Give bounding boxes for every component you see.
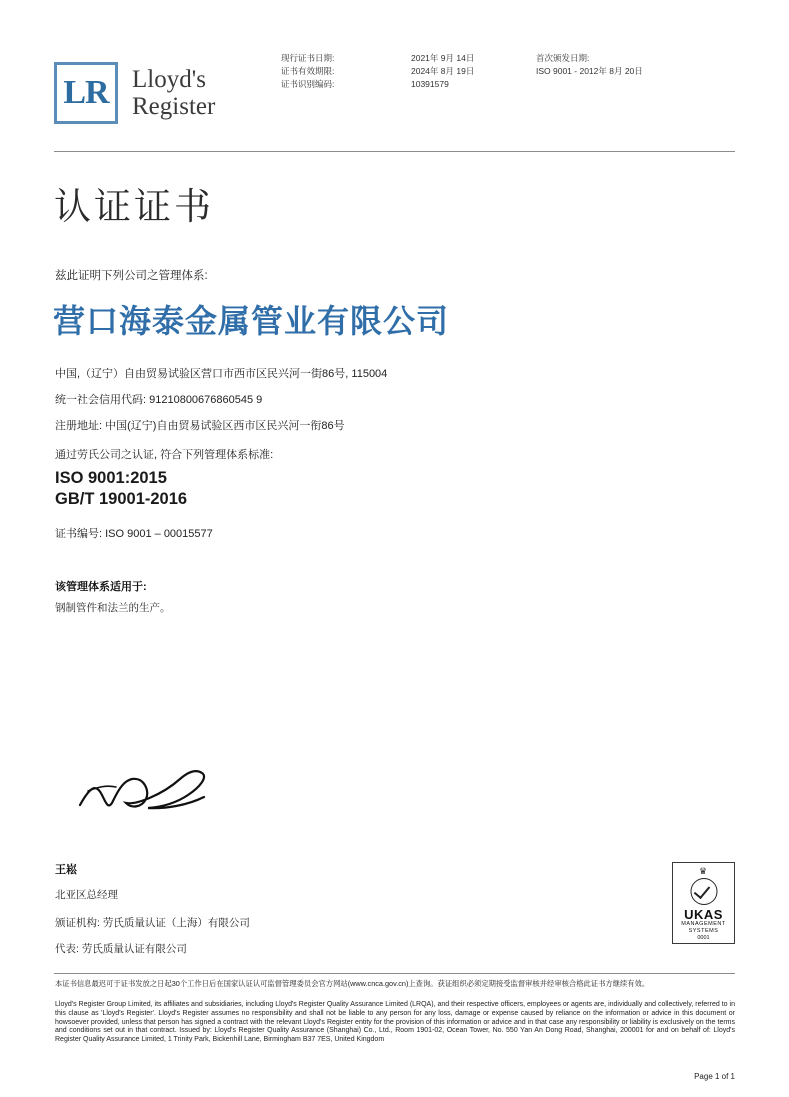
lead-text: 兹此证明下列公司之管理体系: <box>55 270 208 282</box>
meta-value-first-issue: ISO 9001 - 2012年 8月 20日 <box>536 66 643 76</box>
lloyds-register-logo <box>54 62 215 124</box>
meta-value-validity: 2024年 8月 19日 <box>411 66 475 76</box>
company-address: 中国,（辽宁）自由贸易试验区营口市西市区民兴河一街86号, 115004 <box>55 368 388 380</box>
meta-first-issue <box>536 52 643 78</box>
footer-divider <box>54 973 735 974</box>
registered-address: 注册地址: 中国(辽宁)自由贸易试验区西市区民兴河一衔86号 <box>55 420 345 432</box>
meta-label-identity-code: 证书识别编码: <box>281 79 335 89</box>
signatory-name: 王崧 <box>55 864 77 876</box>
ukas-subtitle-line2: SYSTEMS <box>688 927 719 934</box>
meta-values <box>411 52 474 91</box>
credit-code: 统一社会信用代码: 91210800676860545 9 <box>55 394 263 406</box>
lr-logo-wordmark <box>132 66 215 120</box>
ukas-subtitle <box>673 921 734 934</box>
standard-gbt: GB/T 19001-2016 <box>55 490 188 508</box>
signature-image <box>76 765 216 820</box>
meta-value-identity-code: 10391579 <box>411 79 449 89</box>
ukas-number: 0001 <box>697 935 710 941</box>
lr-logo-line2: Register <box>132 93 216 120</box>
document-header <box>0 0 789 152</box>
meta-labels <box>281 52 334 91</box>
signatory-role: 北亚区总经理 <box>55 889 118 901</box>
issuing-body: 颁证机构: 劳氏质量认证（上海）有限公司 <box>55 917 250 929</box>
lr-logo-line1: Lloyd's <box>132 66 206 93</box>
scope-heading: 该管理体系适用于: <box>55 581 147 593</box>
ukas-accreditation-mark <box>672 862 735 944</box>
footer-chinese-note: 本证书信息最迟可于证书发放之日起30个工作日后在国家认证认可监督管理委员会官方网站(www.cnca.gov.cn)上查询。获证组织必须定期接受监督审核并经审核合格此证书方继续有效。 <box>55 979 650 988</box>
meta-label-current-date: 现行证书日期: <box>281 53 335 63</box>
on-behalf-of: 代表: 劳氏质量认证有限公司 <box>55 943 187 955</box>
footer-english-note: Lloyd's Register Group Limited, its affiliates and subsidiaries, including Lloyd's Register Quality Assurance Limited (LRQA), and their respective officers, employees or agents are, individually and collectively, referred to in this clause as 'Lloyd's Register'. Lloyd's Register assumes no responsibility and shall not be liable to any person for any loss, damage or expense caused by reliance on the information or advice in this document or howsoever provided, unless that person has signed a contract with the relevant Lloyd's Register entity for the provision of this information or advice and in that case any responsibility or liability is exclusively on the terms and conditions set out in that contract. Issued by: Lloyd's Register Quality Assurance (Shanghai) Co., Ltd., Room 1901-02, Ocean Tower, No. 550 Yan An Dong Road, Shanghai, 200001 for and on behalf of: Lloyd's Register Quality Assurance Limited, 1 Trinity Park, Bickenhill Lane, Birmingham B37 7ES, United Kingdom <box>55 1001 735 1044</box>
meta-value-current-date: 2021年 9月 14日 <box>411 53 475 63</box>
scope-text: 钢制管件和法兰的生产。 <box>55 602 171 614</box>
company-name: 营口海泰金属管业有限公司 <box>53 302 450 340</box>
crown-icon: ♛ <box>698 866 709 876</box>
page-number: Page 1 of 1 <box>694 1072 735 1081</box>
ukas-subtitle-line1: MANAGEMENT <box>681 921 726 927</box>
ukas-wordmark: UKAS <box>684 907 723 922</box>
checkmark-icon <box>690 878 717 905</box>
lr-logo-letters: LR <box>63 74 109 111</box>
header-divider <box>54 151 735 152</box>
certificate-number: 证书编号: ISO 9001 – 00015577 <box>55 528 213 540</box>
page-title: 认证证书 <box>54 185 214 228</box>
conformity-text: 通过劳氏公司之认证, 符合下列管理体系标准: <box>55 449 274 461</box>
lr-logo-mark <box>54 62 118 124</box>
standard-iso: ISO 9001:2015 <box>55 469 167 487</box>
meta-label-first-issue: 首次颁发日期: <box>536 53 590 63</box>
meta-label-validity: 证书有效期限: <box>281 66 335 76</box>
